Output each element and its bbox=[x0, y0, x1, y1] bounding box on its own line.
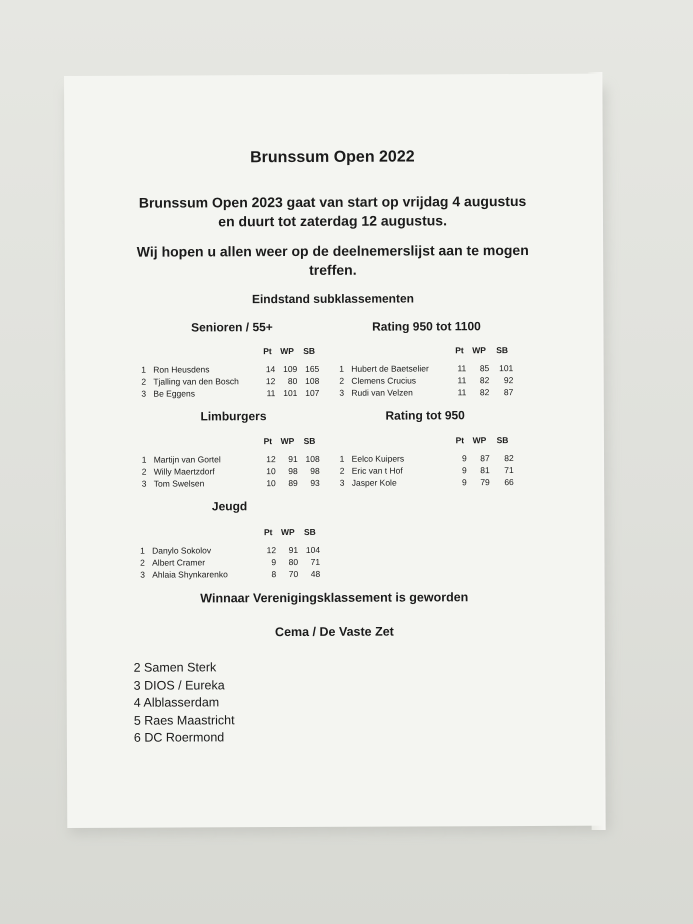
table-row bbox=[141, 364, 321, 377]
pt-value: 9 bbox=[271, 557, 277, 568]
table-header bbox=[141, 346, 321, 359]
table-header bbox=[142, 436, 322, 449]
col-wp: WP bbox=[280, 345, 294, 357]
sb-value: 108 bbox=[305, 375, 320, 386]
sb-value: 92 bbox=[503, 375, 514, 386]
club-winner: Cema / De Vaste Zet bbox=[274, 624, 394, 640]
table-row bbox=[140, 545, 320, 558]
table-row bbox=[142, 466, 322, 479]
table-title-limburgers: Limburgers bbox=[200, 409, 267, 424]
table-row bbox=[140, 569, 320, 582]
document-title: Brunssum Open 2022 bbox=[250, 148, 415, 167]
table-title-jeugd: Jeugd bbox=[211, 499, 248, 514]
col-sb: SB bbox=[496, 435, 509, 446]
pt-value: 9 bbox=[461, 465, 467, 476]
rank: 3 bbox=[141, 388, 147, 399]
pt-value: 11 bbox=[266, 388, 276, 399]
col-wp: WP bbox=[280, 526, 295, 538]
table-row bbox=[339, 363, 519, 376]
sb-value: 93 bbox=[310, 477, 320, 488]
rank: 2 bbox=[141, 466, 147, 477]
list-item: 6 DC Roermond bbox=[133, 730, 225, 745]
table-jeugd bbox=[140, 527, 320, 582]
standings-heading: Eindstand subklassementen bbox=[251, 291, 415, 307]
list-item: 4 Alblasserdam bbox=[133, 695, 220, 710]
table-row bbox=[140, 557, 320, 570]
wp-value: 80 bbox=[288, 556, 299, 568]
rank: 2 bbox=[339, 465, 345, 476]
wp-value: 91 bbox=[288, 453, 298, 465]
table-row bbox=[142, 454, 322, 467]
wp-value: 70 bbox=[288, 568, 299, 580]
col-pt: Pt bbox=[263, 527, 273, 538]
sb-value: 108 bbox=[305, 453, 320, 464]
col-sb: SB bbox=[303, 345, 316, 356]
player-name: Ahlaia Shynkarenko bbox=[152, 569, 228, 580]
table-row bbox=[142, 478, 322, 491]
wp-value: 101 bbox=[283, 387, 298, 399]
player-name: Eelco Kuipers bbox=[351, 453, 405, 464]
announcement-line-2: en duurt tot zaterdag 12 augustus. bbox=[218, 212, 448, 230]
wp-value: 81 bbox=[480, 465, 490, 476]
player-name: Clemens Crucius bbox=[351, 375, 417, 386]
table-row bbox=[339, 375, 519, 388]
col-pt: Pt bbox=[455, 345, 464, 356]
table-header bbox=[340, 435, 520, 448]
rank: 1 bbox=[140, 545, 145, 556]
sb-value: 48 bbox=[310, 568, 321, 579]
rank: 2 bbox=[140, 557, 145, 568]
table-row bbox=[340, 477, 520, 490]
table-row bbox=[339, 387, 519, 400]
pt-value: 9 bbox=[462, 477, 467, 488]
table-rating-950-1100 bbox=[339, 345, 519, 400]
sb-value: 104 bbox=[305, 544, 321, 555]
list-item: 3 DIOS / Eureka bbox=[133, 677, 225, 693]
col-wp: WP bbox=[472, 345, 486, 356]
table-title-senioren: Senioren / 55+ bbox=[191, 320, 273, 335]
col-pt: Pt bbox=[455, 435, 465, 446]
sb-value: 101 bbox=[499, 363, 514, 374]
player-name: Willy Maertzdorf bbox=[153, 466, 215, 477]
table-senioren bbox=[141, 346, 321, 401]
rank: 3 bbox=[339, 477, 345, 488]
wp-value: 82 bbox=[479, 387, 490, 398]
wp-value: 79 bbox=[480, 477, 490, 488]
player-name: Jasper Kole bbox=[351, 477, 397, 488]
pt-value: 11 bbox=[457, 375, 467, 386]
announcement-line-1: Brunssum Open 2023 gaat van start op vrijdag 4 augustus bbox=[138, 192, 527, 211]
sb-value: 82 bbox=[504, 453, 514, 464]
rank: 3 bbox=[141, 478, 147, 489]
table-title-rating-tot-950: Rating tot 950 bbox=[385, 408, 465, 423]
pt-value: 8 bbox=[271, 569, 277, 580]
col-sb: SB bbox=[303, 435, 316, 446]
pt-value: 14 bbox=[265, 364, 276, 375]
player-name: Eric van t Hof bbox=[351, 465, 403, 476]
player-name: Rudi van Velzen bbox=[351, 387, 413, 398]
rank: 2 bbox=[141, 376, 147, 387]
wp-value: 91 bbox=[288, 544, 299, 556]
pt-value: 9 bbox=[461, 453, 467, 464]
col-sb: SB bbox=[496, 345, 509, 356]
rank: 1 bbox=[339, 453, 345, 464]
sb-value: 66 bbox=[504, 477, 514, 488]
sb-value: 71 bbox=[504, 465, 514, 476]
pt-value: 12 bbox=[266, 545, 277, 556]
player-name: Danylo Sokolov bbox=[152, 545, 212, 556]
player-name: Tom Swelsen bbox=[153, 478, 205, 489]
sb-value: 107 bbox=[305, 387, 320, 398]
col-wp: WP bbox=[472, 435, 487, 446]
document-page bbox=[64, 74, 603, 828]
pt-value: 11 bbox=[457, 387, 467, 398]
wp-value: 87 bbox=[480, 453, 490, 464]
player-name: Tjalling van den Bosch bbox=[153, 376, 239, 387]
col-pt: Pt bbox=[263, 346, 272, 357]
sb-value: 98 bbox=[310, 465, 320, 476]
rank: 2 bbox=[339, 375, 345, 386]
rank: 3 bbox=[339, 387, 345, 398]
pt-value: 10 bbox=[266, 466, 276, 477]
hope-line-1: Wij hopen u allen weer op de deelnemerslijst aan te mogen bbox=[136, 241, 529, 260]
rank: 1 bbox=[339, 363, 345, 374]
table-row bbox=[340, 465, 520, 478]
table-header bbox=[339, 345, 519, 358]
rank: 1 bbox=[141, 454, 147, 465]
col-pt: Pt bbox=[263, 436, 273, 447]
wp-value: 109 bbox=[283, 363, 298, 375]
sb-value: 71 bbox=[310, 556, 321, 567]
table-header bbox=[140, 527, 320, 540]
table-title-rating-950-1100: Rating 950 tot 1100 bbox=[372, 319, 481, 334]
table-row bbox=[141, 388, 321, 401]
sb-value: 165 bbox=[305, 363, 320, 374]
pt-value: 12 bbox=[265, 376, 276, 387]
list-item: 5 Raes Maastricht bbox=[133, 712, 235, 728]
club-heading: Winnaar Verenigingsklassement is geworden bbox=[200, 590, 469, 606]
col-wp: WP bbox=[280, 435, 295, 447]
player-name: Be Eggens bbox=[153, 388, 196, 399]
table-rating-tot-950 bbox=[340, 435, 520, 490]
player-name: Martijn van Gortel bbox=[153, 454, 221, 465]
list-item: 2 Samen Sterk bbox=[133, 660, 217, 675]
pt-value: 10 bbox=[266, 478, 276, 489]
pt-value: 12 bbox=[266, 454, 276, 465]
player-name: Hubert de Baetselier bbox=[351, 363, 429, 374]
player-name: Albert Cramer bbox=[152, 557, 206, 568]
club-ranking-list bbox=[134, 659, 235, 747]
wp-value: 82 bbox=[479, 375, 490, 386]
wp-value: 85 bbox=[479, 363, 490, 374]
hope-line-2: treffen. bbox=[309, 261, 357, 278]
rank: 1 bbox=[141, 364, 147, 375]
wp-value: 80 bbox=[287, 375, 298, 387]
table-row bbox=[141, 376, 321, 389]
rank: 3 bbox=[140, 569, 145, 580]
sb-value: 87 bbox=[503, 387, 514, 398]
wp-value: 89 bbox=[288, 477, 298, 489]
player-name: Ron Heusdens bbox=[153, 364, 210, 375]
pt-value: 11 bbox=[457, 363, 467, 374]
table-limburgers bbox=[142, 436, 322, 491]
wp-value: 98 bbox=[288, 465, 298, 477]
table-row bbox=[340, 453, 520, 466]
col-sb: SB bbox=[303, 526, 316, 537]
